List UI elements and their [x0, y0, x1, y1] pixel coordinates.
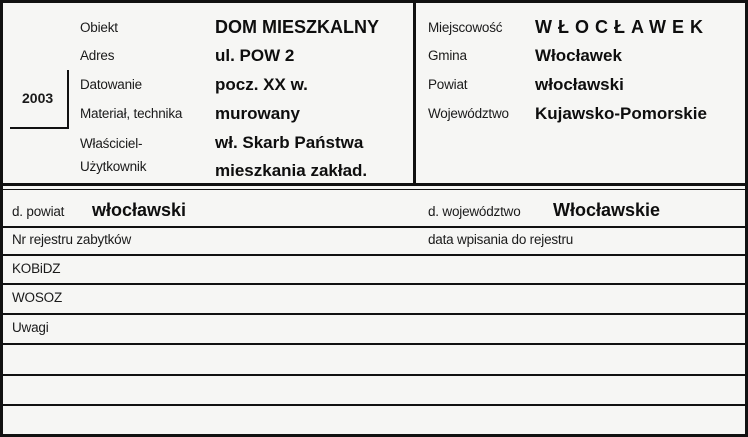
top-section-divider	[413, 0, 416, 184]
row-rule-3	[0, 283, 748, 285]
value-gmina: Włocławek	[535, 46, 622, 65]
label-material: Materiał, technika	[80, 106, 183, 121]
label-wosoz: WOSOZ	[12, 290, 62, 305]
label-miejscowosc: Miejscowość	[428, 20, 503, 35]
year-bracket-vertical	[67, 70, 69, 128]
value-material: murowany	[215, 104, 301, 123]
label-uwagi: Uwagi	[12, 320, 49, 335]
value-adres: ul. POW 2	[215, 46, 295, 65]
label-d-powiat: d. powiat	[12, 204, 65, 219]
label-wojewodztwo: Województwo	[428, 106, 509, 121]
label-wlasciciel-line1: Właściciel-	[80, 136, 143, 151]
label-wlasciciel-line2: Użytkownik	[80, 159, 147, 174]
row-rule-5	[0, 343, 748, 345]
label-kobidz: KOBiDZ	[12, 261, 61, 276]
row-rule-7	[0, 404, 748, 406]
label-data-wpisania: data wpisania do rejestru	[428, 232, 574, 247]
row-rule-1	[0, 226, 748, 228]
value-d-wojewodztwo: Włocławskie	[553, 200, 661, 220]
value-wojewodztwo: Kujawsko-Pomorskie	[535, 104, 707, 123]
label-obiekt: Obiekt	[80, 20, 118, 35]
value-powiat: włocławski	[535, 75, 624, 94]
row-rule-4	[0, 313, 748, 315]
value-wlasciciel-line1: wł. Skarb Państwa	[215, 133, 364, 152]
year: 2003	[22, 90, 54, 106]
value-wlasciciel-line2: mieszkania zakład.	[215, 161, 368, 180]
frame-top	[0, 0, 748, 3]
year-bracket-horizontal	[10, 127, 69, 129]
value-d-powiat: włocławski	[92, 200, 187, 220]
label-datowanie: Datowanie	[80, 77, 142, 92]
label-gmina: Gmina	[428, 48, 467, 63]
value-datowanie: pocz. XX w.	[215, 75, 308, 94]
header-bottom-rule	[0, 183, 748, 186]
label-powiat: Powiat	[428, 77, 468, 92]
label-d-wojewodztwo: d. województwo	[428, 204, 521, 219]
label-nr-rejestru: Nr rejestru zabytków	[12, 232, 132, 247]
label-adres: Adres	[80, 48, 115, 63]
value-obiekt: DOM MIESZKALNY	[215, 17, 379, 37]
row-rule-2	[0, 254, 748, 256]
rule-double	[0, 189, 748, 190]
row-rule-6	[0, 374, 748, 376]
frame-left	[0, 0, 3, 437]
value-miejscowosc: WŁOCŁAWEK	[535, 17, 709, 37]
